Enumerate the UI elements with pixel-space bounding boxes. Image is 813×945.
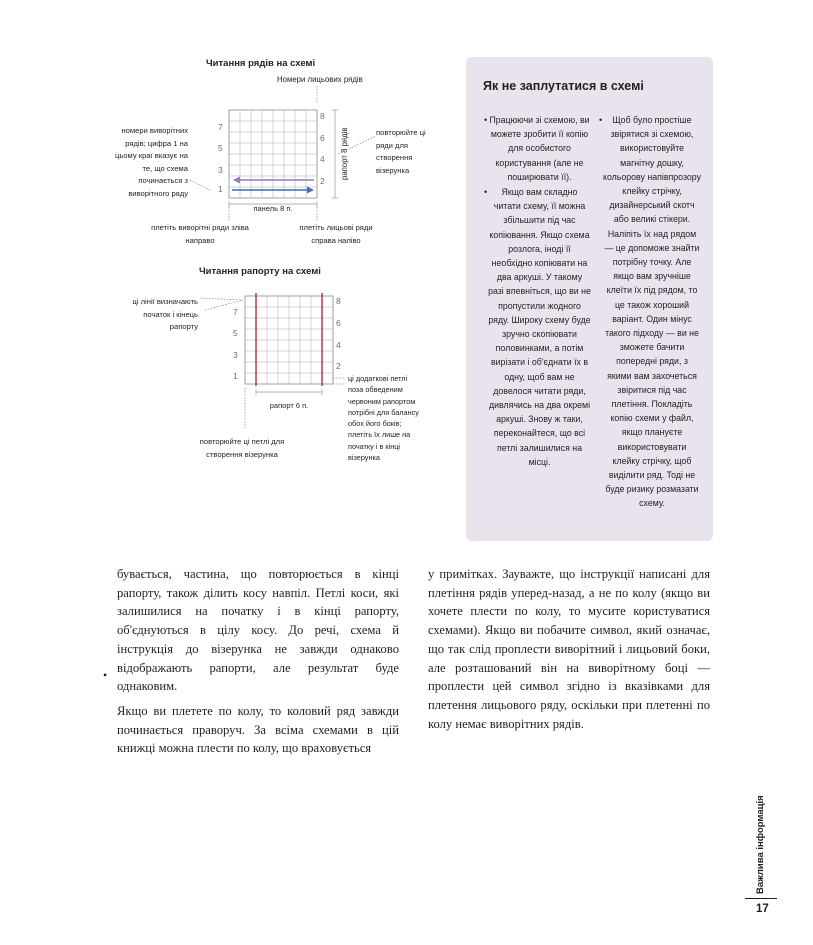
figure2-repeat-label: рапорт 6 п.: [269, 401, 309, 410]
sidebar-col1-p1: Працюючи зі схемою, ви можете зробити її копію для особистого користування (але не поширювати її).: [489, 115, 590, 182]
figure1-title: Читання рядів на схемі: [206, 58, 316, 69]
sidebar-col2-p1: Щоб було простіше звірятися зі схемою, використовуйте магнітну дошку, кольорову напівпрозору клейку стрічку, дизайнерський скотч або великі стікери. Наліпіть їх над рядом — це допоможе знайти потрібну точку. Але якщо вам зручніше клеїти їх під рядом, то це також хороший варіант. Один мінус такого підходу — ви не зможете бачити попередні ряди, з якими вам захочеться звіритися під час плетіння. Покладіть копію схеми у файл, якщо плануєте використовувати клейку стрічку, щоб виділити ряд. Тоді не буде ризику розмазати схему.: [603, 115, 701, 509]
sidebar-title: Як не заплутатися в схемі: [483, 79, 644, 93]
figure1-arrow-purple: [233, 177, 314, 184]
bullet-icon: •: [103, 668, 108, 682]
figure2-chart: [195, 288, 355, 438]
bullet-icon: •: [484, 115, 488, 125]
figure1-repeat-label: рапорт 8 рядів: [340, 127, 349, 180]
section-label-text: Важлива інформація: [755, 795, 766, 894]
row-num-4: 4: [336, 340, 341, 350]
figure1-label-left: номери виворітних рядів; цифра 1 на цьому краї вказує на те, що схема починається з виворітного ряду: [115, 126, 188, 198]
row-num-4: 4: [320, 154, 325, 164]
figure2-repeat-bracket: [256, 389, 322, 395]
figure1-repeat-bracket: [332, 110, 338, 198]
sidebar-col2: [599, 113, 701, 511]
bullet-icon: •: [484, 187, 488, 197]
row-num-5: 5: [233, 328, 238, 338]
figure1-panel-label: панель 8 п.: [253, 204, 293, 213]
figure1-label-right: повторюйте ці ряди для створення візерунка: [376, 128, 426, 175]
figure1-label-bottom-right: плетіть лицьові ряди справа наліво: [299, 223, 373, 245]
body-left-p1: бувається, частина, що повторюється в кінці рапорту, також ділить косу навпіл. Петлі коси, які залишилися на початку і в кінці рапорту, об'єднуються в цілу косу. До речі, схема й інструкція до візерунка не завжди однаково відображають рапорти, але результат буде однаковим.: [117, 567, 399, 694]
figure2-title: Читання рапорту на схемі: [199, 266, 321, 277]
body-right-p1: у примітках. Зауважте, що інструкції написані для плетіння рядів уперед-назад, а не по колу (якщо ви хочете плести по колу, то мусите користуватися схемами). Якщо ви побачите символ, який означає, що так слід проплести виворітний і лицьовий боки, але розташований він на виворітному боці — проплести цей символ згідно із вказівками для плетення лицьового ряду, оскільки при плетенні по колу немає виворітних рядів.: [428, 567, 710, 731]
row-num-7: 7: [233, 307, 238, 317]
figure1-grid: [229, 110, 317, 198]
row-num-3: 3: [218, 165, 223, 175]
sidebar-col1: [484, 113, 591, 184]
row-num-2: 2: [336, 361, 341, 371]
row-num-6: 6: [320, 133, 325, 143]
figure1-label-top: Номери лицьових рядів: [277, 75, 363, 84]
row-num-5: 5: [218, 143, 223, 153]
row-num-3: 3: [233, 350, 238, 360]
footer-divider: [745, 898, 777, 899]
row-num-2: 2: [320, 176, 325, 186]
sidebar-box: [466, 57, 713, 541]
row-num-8: 8: [336, 296, 341, 306]
body-left-p2: Якщо ви плетете по колу, то коловий ряд завжди починається праворуч. За всіма схемами в цій книжці можна плести по колу, що враховується: [117, 703, 399, 756]
row-num-8: 8: [320, 111, 325, 121]
figure2-label-right: ці додаткові петлі поза обведеним червоним рапортом потрібні для балансу обох його боків; плетіть їх лише на початку і в кінці візерунка: [348, 374, 419, 463]
page-number: 17: [756, 903, 769, 915]
row-num-7: 7: [218, 122, 223, 132]
figure2-label-bottom: повторюйте ці петлі для створення візерунка: [199, 437, 285, 459]
row-num-1: 1: [218, 184, 223, 194]
sidebar-col1-p2: Якщо вам складно читати схему, її можна збільшити під час копіювання. Якщо схема розлога, іноді її необхідно копіювати на два аркуші. У такому разі впевніться, що ви не пропустили жодного ряду. Широку схему буде зручно скопіювати половинками, а потім вирізати і об'єднати їх в одну, щоб вам не довелося читати ряди, дивлячись на два окремі аркуші. Знову ж таки, переконайтеся, що всі петлі залишилися на місці.: [488, 187, 591, 467]
figure1-label-bottom-left: плетіть виворітні ряди зліва направо: [151, 223, 249, 245]
body-right-column: [428, 565, 710, 733]
row-num-1: 1: [233, 371, 238, 381]
figure2-grid: [245, 296, 333, 384]
sidebar-col1b: [484, 185, 591, 469]
bullet-icon: •: [599, 115, 603, 125]
figure1-chart: [180, 80, 380, 230]
body-left-column: [117, 565, 399, 758]
row-num-6: 6: [336, 318, 341, 328]
figure2-label-left: ці лінії визначають початок і кінець рапорту: [132, 297, 198, 332]
